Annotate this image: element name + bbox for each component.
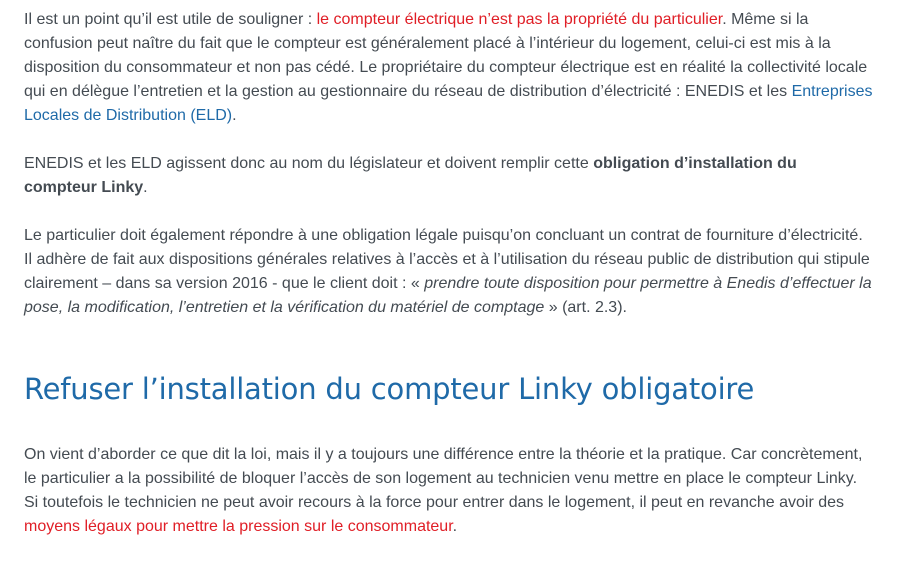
paragraph-text: Il est un point qu’il est utile de souligner : bbox=[24, 11, 317, 28]
paragraph-legal-obligation bbox=[24, 224, 874, 320]
legal-means-link[interactable]: moyens légaux pour mettre la pression sur le consommateur bbox=[24, 518, 453, 535]
paragraph-text: On vient d’aborder ce que dit la loi, mais il y a toujours une différence entre la théorie et la pratique. Car concrètement, le particulier a la possibilité de bloquer l’accès de son logement au technicien venu mettre en place le compteur Linky. Si toutefois le technicien ne peut avoir recours à la force pour entrer dans le logement, il peut en revanche avoir des bbox=[24, 446, 863, 511]
paragraph-refuse-installation bbox=[24, 443, 874, 539]
bold-obligation-text: obligation d’installation du compteur Linky bbox=[24, 155, 797, 196]
paragraph-meter-ownership bbox=[24, 8, 874, 128]
section-heading: Refuser l’installation du compteur Linky obligatoire bbox=[24, 372, 755, 406]
eld-link[interactable]: Entreprises Locales de Distribution (ELD) bbox=[24, 83, 873, 124]
paragraph-text: Le particulier doit également répondre à une obligation légale puisqu’on concluant un contrat de fourniture d’électricité. Il adhère de fait aux dispositions générales relatives à l’accès et à l’utilisation du réseau public de distribution qui stipule clairement – dans sa version 2016 - que le client doit : « bbox=[24, 227, 870, 292]
italic-quote: prendre toute disposition pour permettre à Enedis d’effectuer la pose, la modification, l’entretien et la vérification du matériel de comptage bbox=[24, 275, 872, 316]
article-content bbox=[24, 8, 874, 539]
paragraph-text: . Même si la confusion peut naître du fait que le compteur est généralement placé à l’intérieur du logement, celui-ci est mis à la disposition du consommateur et non pas cédé. Le propriétaire du compteur électrique est en réalité la collectivité locale qui en délègue l’entretien et la gestion au gestionnaire du réseau de distribution d’électricité : ENEDIS et les bbox=[24, 11, 868, 100]
paragraph-text: ENEDIS et les ELD agissent donc au nom du législateur et doivent remplir cette bbox=[24, 155, 594, 172]
meter-ownership-link[interactable]: le compteur électrique n’est pas la propriété du particulier bbox=[316, 11, 723, 28]
paragraph-text: » (art. 2.3). bbox=[544, 299, 627, 316]
paragraph-installation-obligation bbox=[24, 152, 874, 200]
paragraph-text: . bbox=[143, 179, 148, 196]
paragraph-text: . bbox=[232, 107, 237, 124]
paragraph-text: . bbox=[452, 518, 458, 535]
